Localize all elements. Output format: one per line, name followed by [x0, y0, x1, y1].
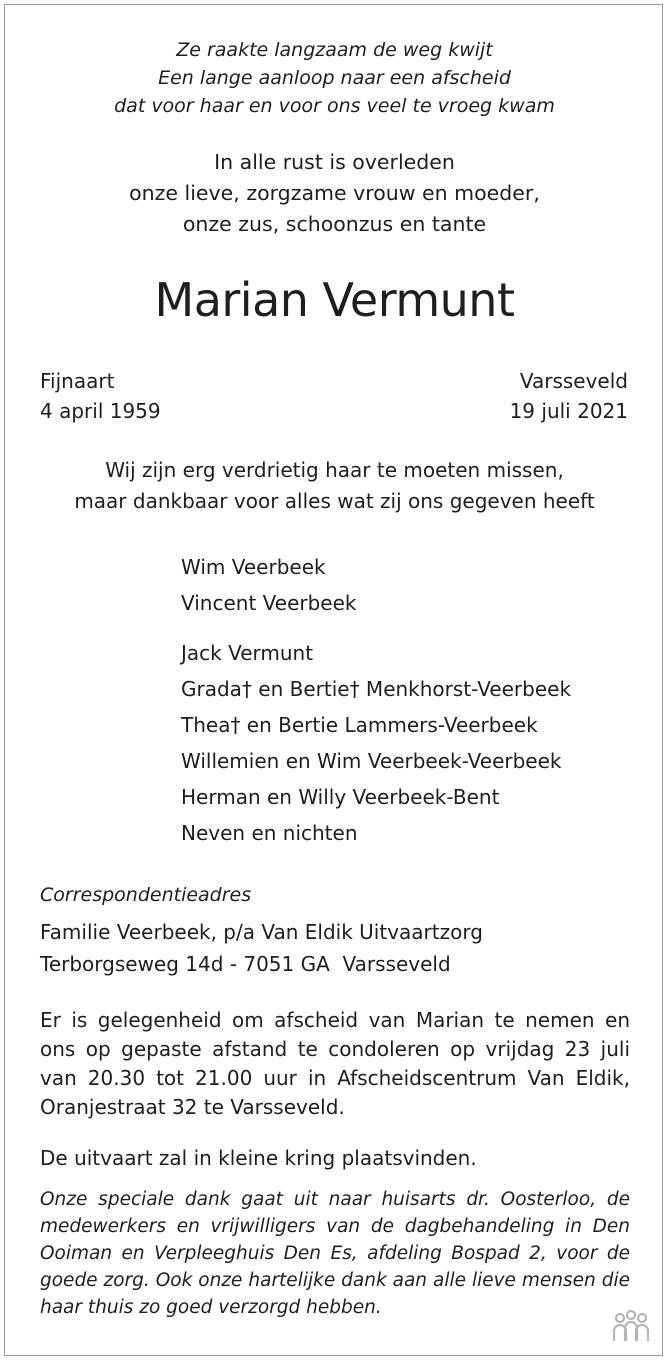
death-date: 19 juli 2021	[509, 399, 628, 423]
intro-line: onze zus, schoonzus en tante	[182, 212, 487, 236]
deceased-name: Marian Vermunt	[154, 273, 515, 327]
condolence-paragraph: Er is gelegenheid om afscheid van Marian te nemen en ons op gepaste afstand te condoleren op vrijdag 23 juli van 20.30 tot 21.00 uur in Afscheidscentrum Van Eldik, Oranjestraat 32 te Varsseveld.	[40, 1008, 630, 1119]
death-place: Varsseveld	[519, 369, 628, 393]
family-list-immediate	[181, 549, 357, 621]
funeral-paragraph: De uitvaart zal in kleine kring plaatsvinden.	[40, 1146, 477, 1170]
poem-line: Een lange aanloop naar een afscheid	[158, 67, 511, 89]
people-group-icon	[607, 1303, 655, 1351]
correspondence-label: Correspondentieadres	[40, 884, 252, 906]
family-member: Herman en Willy Veerbeek-Bent	[181, 785, 500, 809]
thanks-text	[0, 455, 669, 517]
family-list-relatives	[181, 635, 571, 851]
thanks-line: Wij zijn erg verdrietig haar te moeten missen,	[105, 458, 564, 482]
death-info	[510, 366, 628, 426]
family-member: Neven en nichten	[181, 821, 358, 845]
family-member: Grada† en Bertie† Menkhorst-Veerbeek	[181, 677, 572, 701]
poem-line: Ze raakte langzaam de weg kwijt	[176, 39, 493, 61]
intro-line: onze lieve, zorgzame vrouw en moeder,	[129, 181, 540, 205]
family-member: Willemien en Wim Veerbeek-Veerbeek	[181, 749, 562, 773]
family-member: Vincent Veerbeek	[181, 591, 357, 615]
family-member: Jack Vermunt	[181, 641, 314, 665]
poem	[0, 36, 669, 120]
poem-line: dat voor haar en voor ons veel te vroeg kwam	[114, 95, 555, 117]
birth-info	[40, 366, 161, 426]
gratitude-paragraph: Onze speciale dank gaat uit naar huisarts dr. Oosterloo, de medewerkers en vrijwilligers van de dagbehandeling in Den Ooiman en Verpleeghuis Den Es, afdeling Bospad 2, voor de goede zorg. Ook onze hartelijke dank aan alle lieve mensen die haar thuis zo goed verzorgd hebben.	[40, 1189, 630, 1318]
intro-text	[0, 147, 669, 240]
birth-date: 4 april 1959	[40, 399, 161, 423]
address-line: Terborgseweg 14d - 7051 GA Varsseveld	[40, 952, 451, 976]
family-member: Thea† en Bertie Lammers-Veerbeek	[181, 713, 538, 737]
thanks-line: maar dankbaar voor alles wat zij ons gegeven heeft	[74, 489, 595, 513]
intro-line: In alle rust is overleden	[214, 150, 455, 174]
correspondence-address	[40, 916, 483, 980]
family-member: Wim Veerbeek	[181, 555, 326, 579]
address-line: Familie Veerbeek, p/a Van Eldik Uitvaartzorg	[40, 920, 483, 944]
birth-place: Fijnaart	[40, 369, 115, 393]
